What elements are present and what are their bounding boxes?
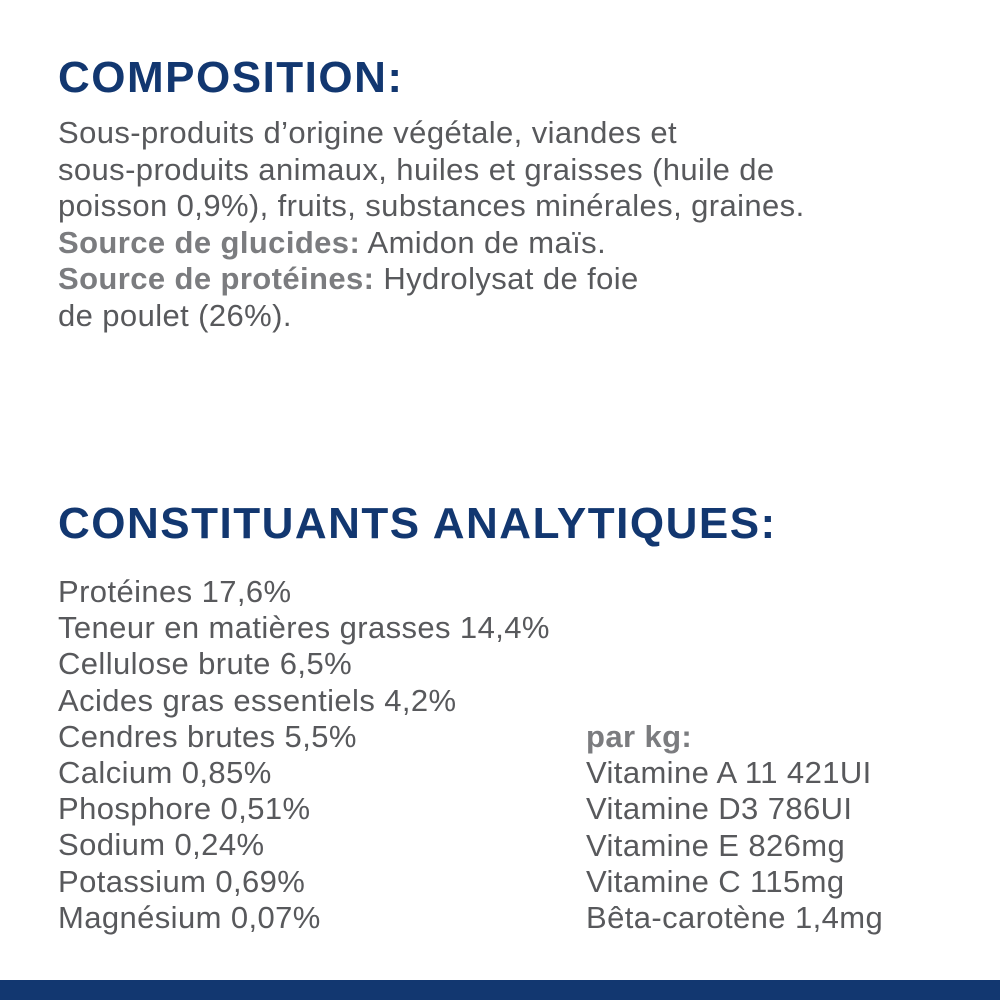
analytics-item-phosphore: Phosphore 0,51% — [58, 791, 311, 827]
footer-accent-bar — [0, 980, 1000, 1000]
analytics-right-column — [586, 719, 883, 936]
composition-line-3: poisson 0,9%), fruits, substances minérales, graines. — [58, 188, 805, 223]
composition-heading: COMPOSITION: — [58, 53, 404, 102]
analytics-item-vitamine-c: Vitamine C 115mg — [586, 863, 845, 899]
constituants-heading: CONSTITUANTS ANALYTIQUES: — [58, 499, 777, 548]
analytics-item-potassium: Potassium 0,69% — [58, 863, 306, 899]
analytics-item-cellulose: Cellulose brute 6,5% — [58, 646, 353, 682]
per-kg-header: par kg: — [586, 719, 693, 754]
analytics-item-proteines: Protéines 17,6% — [58, 574, 292, 609]
glucides-value: Amidon de maïs. — [360, 224, 607, 260]
analytics-item-acides-gras: Acides gras essentiels 4,2% — [58, 682, 457, 718]
glucides-label: Source de glucides: — [58, 224, 361, 260]
analytics-item-matieres-grasses: Teneur en matières grasses 14,4% — [58, 610, 550, 646]
analytics-left-column — [58, 574, 550, 936]
proteines-value-continued: de poulet (26%). — [58, 297, 292, 333]
analytics-item-vitamine-e: Vitamine E 826mg — [586, 827, 846, 863]
composition-line-2: sous-produits animaux, huiles et graisses (huile de — [58, 151, 775, 187]
analytics-item-beta-carotene: Bêta-carotène 1,4mg — [586, 900, 884, 936]
proteines-label: Source de protéines: — [58, 261, 375, 296]
glucides-line — [58, 225, 805, 262]
analytics-item-magnesium: Magnésium 0,07% — [58, 899, 321, 935]
composition-paragraph — [58, 115, 805, 334]
proteines-value: Hydrolysat de foie — [374, 261, 639, 296]
analytics-item-sodium: Sodium 0,24% — [58, 827, 265, 863]
analytics-item-vitamine-a: Vitamine A 11 421UI — [586, 755, 872, 791]
composition-line-1: Sous-produits d’origine végétale, viandes et — [58, 115, 678, 150]
analytics-item-calcium: Calcium 0,85% — [58, 755, 272, 791]
analytics-item-cendres: Cendres brutes 5,5% — [58, 718, 357, 754]
analytics-item-vitamine-d3: Vitamine D3 786UI — [586, 791, 853, 827]
proteines-line — [58, 261, 805, 298]
